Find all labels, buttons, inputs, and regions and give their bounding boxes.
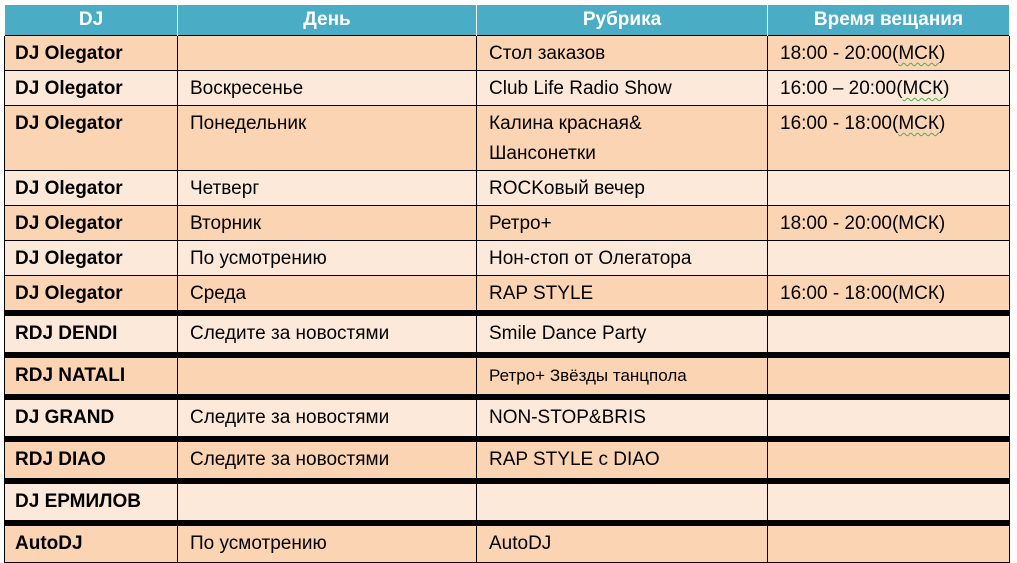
dj-cell: AutoDJ xyxy=(5,523,178,563)
table-row xyxy=(5,241,1010,276)
rubric-cell xyxy=(477,106,768,171)
table-row xyxy=(5,71,1010,106)
table-row xyxy=(5,523,1010,563)
table-row xyxy=(5,481,1010,523)
day-cell: По усмотрению xyxy=(178,523,477,563)
rubric-cell: AutoDJ xyxy=(477,523,768,563)
table-row xyxy=(5,397,1010,439)
rubric-line: Шансонетки xyxy=(489,143,596,164)
dj-cell: RDJ DENDI xyxy=(5,313,178,355)
airtime-cell xyxy=(768,241,1010,276)
table-row xyxy=(5,439,1010,481)
day-cell xyxy=(178,481,477,523)
table-row xyxy=(5,171,1010,206)
dj-cell: DJ Olegator xyxy=(5,276,178,314)
day-cell xyxy=(178,36,477,71)
day-cell: Четверг xyxy=(178,171,477,206)
airtime-cell xyxy=(768,106,1010,171)
dj-cell: DJ Olegator xyxy=(5,171,178,206)
dj-cell: DJ Olegator xyxy=(5,106,178,171)
day-cell: Вторник xyxy=(178,206,477,241)
day-cell: Понедельник xyxy=(178,106,477,171)
rubric-cell xyxy=(477,481,768,523)
rubric-line: Калина красная& xyxy=(489,113,642,134)
airtime-cell xyxy=(768,36,1010,71)
airtime-cell xyxy=(768,71,1010,106)
dj-cell: DJ Olegator xyxy=(5,241,178,276)
rubric-cell: Ретро+ xyxy=(477,206,768,241)
table-row xyxy=(5,36,1010,71)
airtime-cell: 16:00 - 18:00(МСК) xyxy=(768,276,1010,314)
airtime-tz: МСК xyxy=(898,113,939,134)
dj-cell: DJ GRAND xyxy=(5,397,178,439)
table-row xyxy=(5,276,1010,314)
header-airtime: Время вещания xyxy=(768,5,1010,36)
day-cell: Следите за новостями xyxy=(178,439,477,481)
dj-cell: DJ Olegator xyxy=(5,206,178,241)
rubric-cell xyxy=(477,355,768,397)
airtime-cell xyxy=(768,171,1010,206)
airtime-cell xyxy=(768,313,1010,355)
rubric-text: Ретро+ Звёзды танцпола xyxy=(489,366,687,385)
rubric-cell: Нон-стоп от Олегатора xyxy=(477,241,768,276)
dj-cell: RDJ NATALI xyxy=(5,355,178,397)
table-row xyxy=(5,355,1010,397)
header-day: День xyxy=(178,5,477,36)
airtime-text: 16:00 – 20:00( xyxy=(780,78,903,99)
airtime-cell xyxy=(768,481,1010,523)
day-cell: Следите за новостями xyxy=(178,313,477,355)
airtime-cell xyxy=(768,439,1010,481)
airtime-tz: МСК xyxy=(902,78,944,99)
day-cell: Следите за новостями xyxy=(178,397,477,439)
dj-cell: DJ ЕРМИЛОВ xyxy=(5,481,178,523)
airtime-close: ) xyxy=(938,43,946,64)
rubric-cell: RAP STYLE xyxy=(477,276,768,314)
table-row xyxy=(5,106,1010,171)
rubric-cell: Стол заказов xyxy=(477,36,768,71)
rubric-cell: NON-STOP&BRIS xyxy=(477,397,768,439)
rubric-cell: RAP STYLE с DIAO xyxy=(477,439,768,481)
dj-cell: DJ Olegator xyxy=(5,36,178,71)
header-dj: DJ xyxy=(5,5,178,36)
day-cell xyxy=(178,355,477,397)
airtime-cell xyxy=(768,397,1010,439)
airtime-close: ) xyxy=(943,78,950,99)
airtime-tz: МСК xyxy=(898,43,939,64)
header-rubric: Рубрика xyxy=(477,5,768,36)
day-cell: Воскресенье xyxy=(178,71,477,106)
airtime-cell: 18:00 - 20:00(МСК) xyxy=(768,206,1010,241)
airtime-close: ) xyxy=(938,113,946,134)
rubric-cell: Club Life Radio Show xyxy=(477,71,768,106)
airtime-cell xyxy=(768,523,1010,563)
day-cell: По усмотрению xyxy=(178,241,477,276)
table-row xyxy=(5,313,1010,355)
day-cell: Среда xyxy=(178,276,477,314)
table-row xyxy=(5,206,1010,241)
rubric-cell: Smile Dance Party xyxy=(477,313,768,355)
airtime-text: 18:00 - 20:00( xyxy=(780,43,899,64)
dj-cell: DJ Olegator xyxy=(5,71,178,106)
schedule-table xyxy=(4,5,1010,563)
header-row xyxy=(5,5,1010,36)
airtime-text: 16:00 - 18:00( xyxy=(780,113,899,134)
airtime-cell xyxy=(768,355,1010,397)
dj-cell: RDJ DIAO xyxy=(5,439,178,481)
rubric-cell: ROCKовый вечер xyxy=(477,171,768,206)
